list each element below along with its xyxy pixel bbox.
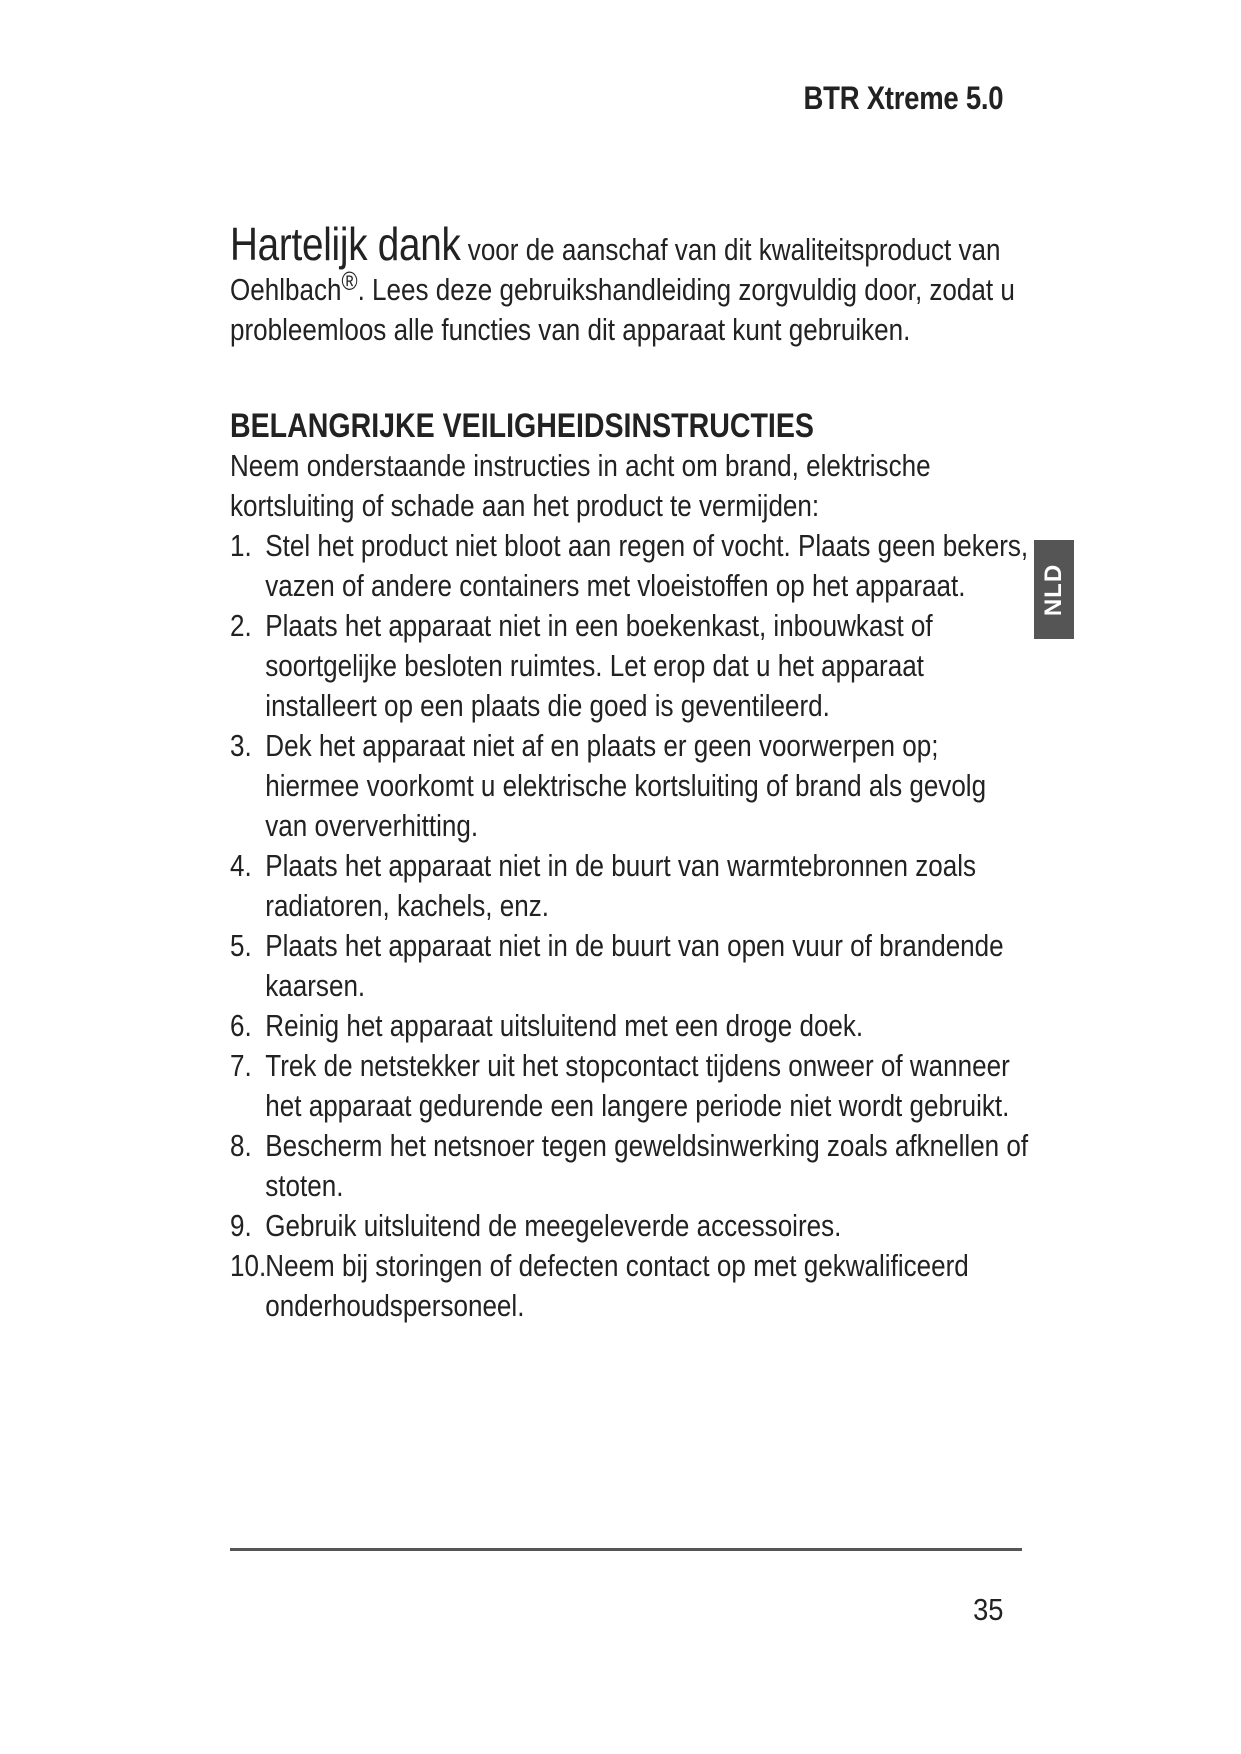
safety-lead: Neem onderstaande instructies in acht om brand, elektrische kortsluiting of schade aan het product te vermijden: <box>230 448 931 523</box>
registered-mark: ® <box>341 266 358 296</box>
list-item <box>230 1246 1030 1326</box>
intro-lead: Hartelijk dank <box>230 218 461 270</box>
footer-divider <box>230 1548 1022 1551</box>
intro-text-2: . Lees deze gebruikshandleiding zorgvuldig door, zodat u probleemloos alle functies van dit apparaat kunt gebruiken. <box>230 272 1015 347</box>
list-item-text: Gebruik uitsluitend de meegeleverde accessoires. <box>265 1208 842 1243</box>
list-item <box>230 1206 1030 1246</box>
list-item-number: 3. <box>230 728 252 763</box>
list-item-text: Trek de netstekker uit het stopcontact tijdens onweer of wanneer het apparaat gedurende een langere periode niet wordt gebruikt. <box>265 1048 1010 1123</box>
list-item-text: Reinig het apparaat uitsluitend met een droge doek. <box>265 1008 864 1043</box>
list-item-text: Plaats het apparaat niet in een boekenkast, inbouwkast of soortgelijke besloten ruimtes. Let erop dat u het apparaat installeert op een plaats die goed is geventileerd. <box>265 608 933 723</box>
intro-paragraph <box>230 218 1030 350</box>
page-header-title: BTR Xtreme 5.0 <box>803 80 1003 116</box>
list-item-number: 4. <box>230 848 252 883</box>
list-item <box>230 926 1030 1006</box>
list-item <box>230 526 1030 606</box>
list-item-number: 8. <box>230 1128 252 1163</box>
list-item-text: Dek het apparaat niet af en plaats er geen voorwerpen op; hiermee voorkomt u elektrische kortsluiting of brand als gevolg van oververhitting. <box>265 728 987 843</box>
list-item-text: Stel het product niet bloot aan regen of vocht. Plaats geen bekers, vazen of andere containers met vloeistoffen op het apparaat. <box>265 528 1029 603</box>
list-item <box>230 726 1030 846</box>
section-heading: BELANGRIJKE VEILIGHEIDSINSTRUCTIES <box>230 407 814 445</box>
list-item-number: 10. <box>230 1248 267 1283</box>
list-item-text: Bescherm het netsnoer tegen geweldsinwerking zoals afknellen of stoten. <box>265 1128 1029 1203</box>
language-tab <box>1034 540 1074 639</box>
list-item <box>230 1126 1030 1206</box>
list-item <box>230 606 1030 726</box>
list-item-number: 9. <box>230 1208 252 1243</box>
main-content <box>230 218 1030 1326</box>
list-item-text: Plaats het apparaat niet in de buurt van warmtebronnen zoals radiatoren, kachels, enz. <box>265 848 977 923</box>
safety-list <box>230 526 1030 1326</box>
intro-text-1: voor de aanschaf van dit kwaliteitsproduct van Oehlbach <box>230 232 1001 307</box>
list-item-number: 7. <box>230 1048 252 1083</box>
list-item-number: 2. <box>230 608 252 643</box>
list-item-number: 5. <box>230 928 252 963</box>
language-tab-label: NLD <box>1040 563 1068 616</box>
list-item-text: Neem bij storingen of defecten contact op met gekwalificeerd onderhoudspersoneel. <box>265 1248 969 1323</box>
page-number: 35 <box>972 1592 1003 1627</box>
list-item-text: Plaats het apparaat niet in de buurt van open vuur of brandende kaarsen. <box>265 928 1004 1003</box>
list-item <box>230 1006 1030 1046</box>
list-item <box>230 1046 1030 1126</box>
list-item <box>230 846 1030 926</box>
list-item-number: 6. <box>230 1008 252 1043</box>
list-item-number: 1. <box>230 528 252 563</box>
